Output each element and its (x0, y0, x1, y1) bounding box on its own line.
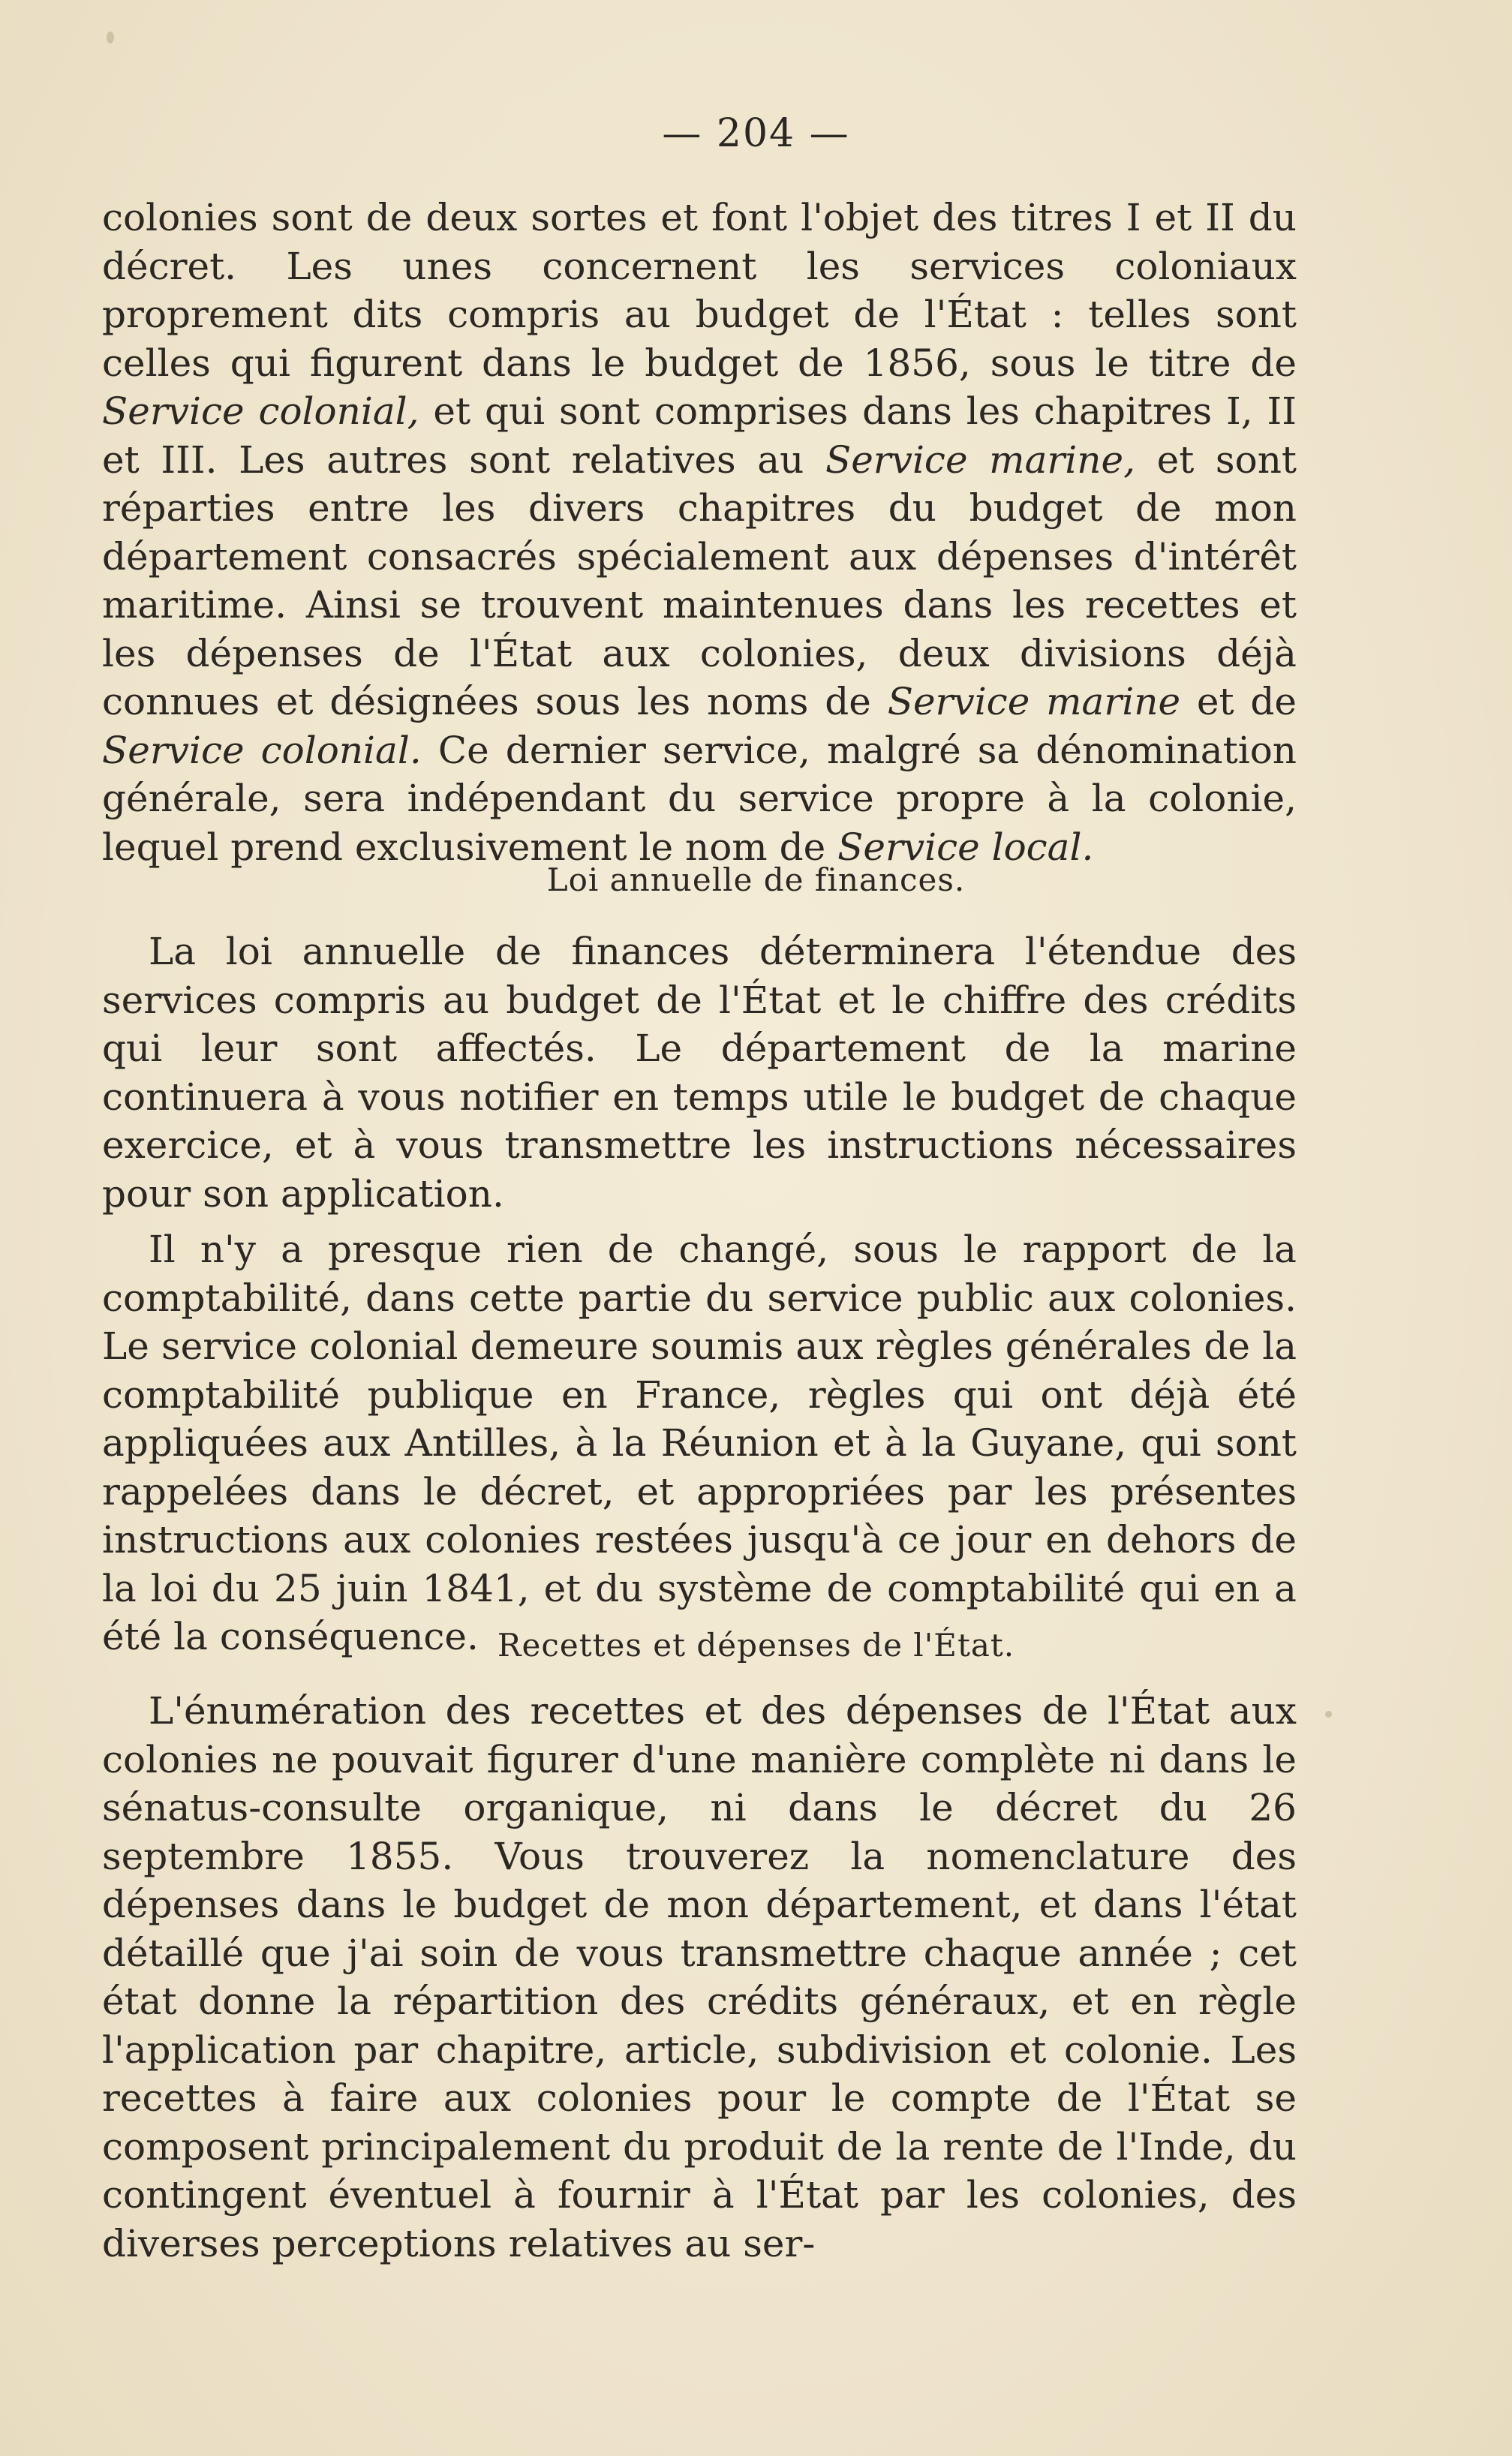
text-run: et de (1180, 680, 1297, 723)
page-number: — 204 — (662, 111, 850, 156)
section-heading-loi-annuelle: Loi annuelle de finances. (546, 861, 966, 898)
section1-paragraph-1: La loi annuelle de finances déterminera l'étendue des services compris au budget de l'État et le chiffre des crédits qui leur sont affectés. Le département de la marine continuera à vous notifier en temps utile le budget de chaque exercice, et à vous transmettre les instructions nécessaires pour son application. (102, 930, 1297, 1216)
intro-paragraph (102, 194, 1297, 871)
paper-spot (1325, 1711, 1332, 1718)
text-run: Ce dernier service, malgré sa dénomination générale, sera indépendant du service propre à la colonie, lequel prend exclusivement le nom de (102, 728, 1297, 869)
section-heading-recettes: Recettes et dépenses de l'État. (497, 1627, 1015, 1664)
section2-paragraph-1: L'énumération des recettes et des dépenses de l'État aux colonies ne pouvait figurer d'une manière complète ni dans le sénatus-consulte organique, ni dans le décret du 26 septembre 1855. Vous trouverez la nomenclature des dépenses dans le budget de mon département, et dans l'état détaillé que j'ai soin de vous transmettre chaque année ; cet état donne la répartition des crédits généraux, et en règle l'application par chapitre, article, subdivision et colonie. Les recettes à faire aux colonies pour le compte de l'État se composent principalement du produit de la rente de l'Inde, du contingent éventuel à fournir à l'État par les colonies, des diverses perceptions relatives au ser- (102, 1689, 1297, 2265)
section2-body (102, 1687, 1297, 2268)
italic-term: Service colonial. (102, 728, 422, 772)
paper-spot (107, 32, 114, 44)
section1-paragraph-2: Il n'y a presque rien de changé, sous le rapport de la comptabilité, dans cette partie du service public aux colonies. Le service colonial demeure soumis aux règles générales de la comptabilité publique en France, règles qui ont déjà été appliquées aux Antilles, à la Réunion et à la Guyane, qui sont rappelées dans le décret, et appropriées par les présentes instructions aux colonies restées jusqu'à ce jour en dehors de la loi du 25 juin 1841, et du système de comptabilité qui en a été la conséquence. (102, 1228, 1297, 1658)
text-run: colonies sont de deux sortes et font l'objet des titres I et II du décret. Les unes concernent les services coloniaux proprement dits compris au budget de l'État : telles sont celles qui figurent dans le budget de 1856, sous le titre de (102, 196, 1297, 385)
text-run: et qui sont comprises dans les chapitres I, II et III. Les autres sont relatives au (102, 389, 1297, 482)
text-run: et sont réparties entre les divers chapitres du budget de mon département consacrés spécialement aux dépenses d'intérêt maritime. Ainsi se trouvent maintenues dans les recettes et les dépenses de l'État aux colonies, deux divisions déjà connues et désignées sous les noms de (102, 437, 1297, 723)
intro-text (102, 194, 1297, 871)
italic-term: Service local. (837, 825, 1094, 869)
italic-term: Service marine, (825, 437, 1135, 482)
italic-term: Service marine (887, 680, 1181, 723)
section1-body (102, 927, 1297, 1661)
italic-term: Service colonial, (102, 389, 419, 433)
